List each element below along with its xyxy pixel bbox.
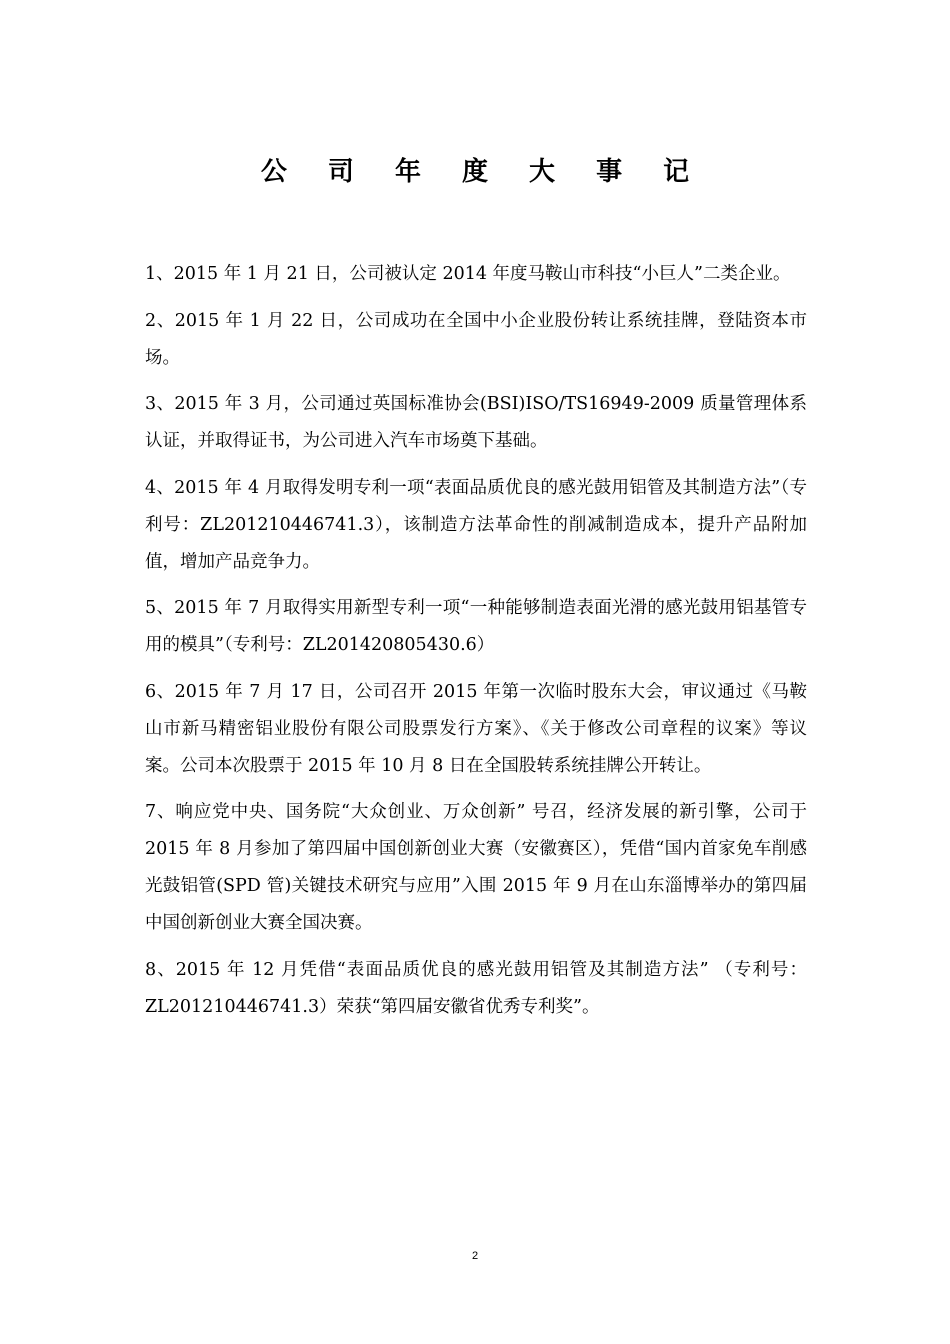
event-item-4: 4、2015 年 4 月取得发明专利一项“表面品质优良的感光鼓用铝管及其制造方法”（专利号：ZL201210446741.3），该制造方法革命性的削减制造成本，提升产品附加值，增加产品竞争力。 xyxy=(145,477,807,572)
events-list xyxy=(145,256,807,1035)
event-item-1: 1、2015 年 1 月 21 日，公司被认定 2014 年度马鞍山市科技“小巨人”二类企业。 xyxy=(145,264,791,284)
event-item-3: 3、2015 年 3 月，公司通过英国标准协会(BSI)ISO/TS16949-2009 质量管理体系认证，并取得证书，为公司进入汽车市场奠下基础。 xyxy=(145,394,807,451)
page-number: 2 xyxy=(471,1250,479,1262)
event-item-5: 5、2015 年 7 月取得实用新型专利一项“一种能够制造表面光滑的感光鼓用铝基管专用的模具”（专利号：ZL201420805430.6） xyxy=(145,598,807,655)
event-item-6: 6、2015 年 7 月 17 日，公司召开 2015 年第一次临时股东大会，审议通过《马鞍山市新马精密铝业股份有限公司股票发行方案》、《关于修改公司章程的议案》等议案。公司本次股票于 2015 年 10 月 8 日在全国股转系统挂牌公开转让。 xyxy=(145,681,807,776)
event-item-7: 7、响应党中央、国务院“大众创业、万众创新” 号召，经济发展的新引擎，公司于 2015 年 8 月参加了第四届中国创新创业大赛（安徽赛区），凭借“国内首家免车削感光鼓铝管(SPD 管)关键技术研究与应用”入围 2015 年 9 月在山东淄博举办的第四届中国创新创业大赛全国决赛。 xyxy=(145,802,807,933)
event-item-8: 8、2015 年 12 月凭借“表面品质优良的感光鼓用铝管及其制造方法” （专利号：ZL201210446741.3）荣获“第四届安徽省优秀专利奖”。 xyxy=(145,959,807,1017)
page-title: 公 司 年 度 大 事 记 xyxy=(260,157,706,187)
event-item-2: 2、2015 年 1 月 22 日，公司成功在全国中小企业股份转让系统挂牌，登陆资本市场。 xyxy=(145,310,807,368)
